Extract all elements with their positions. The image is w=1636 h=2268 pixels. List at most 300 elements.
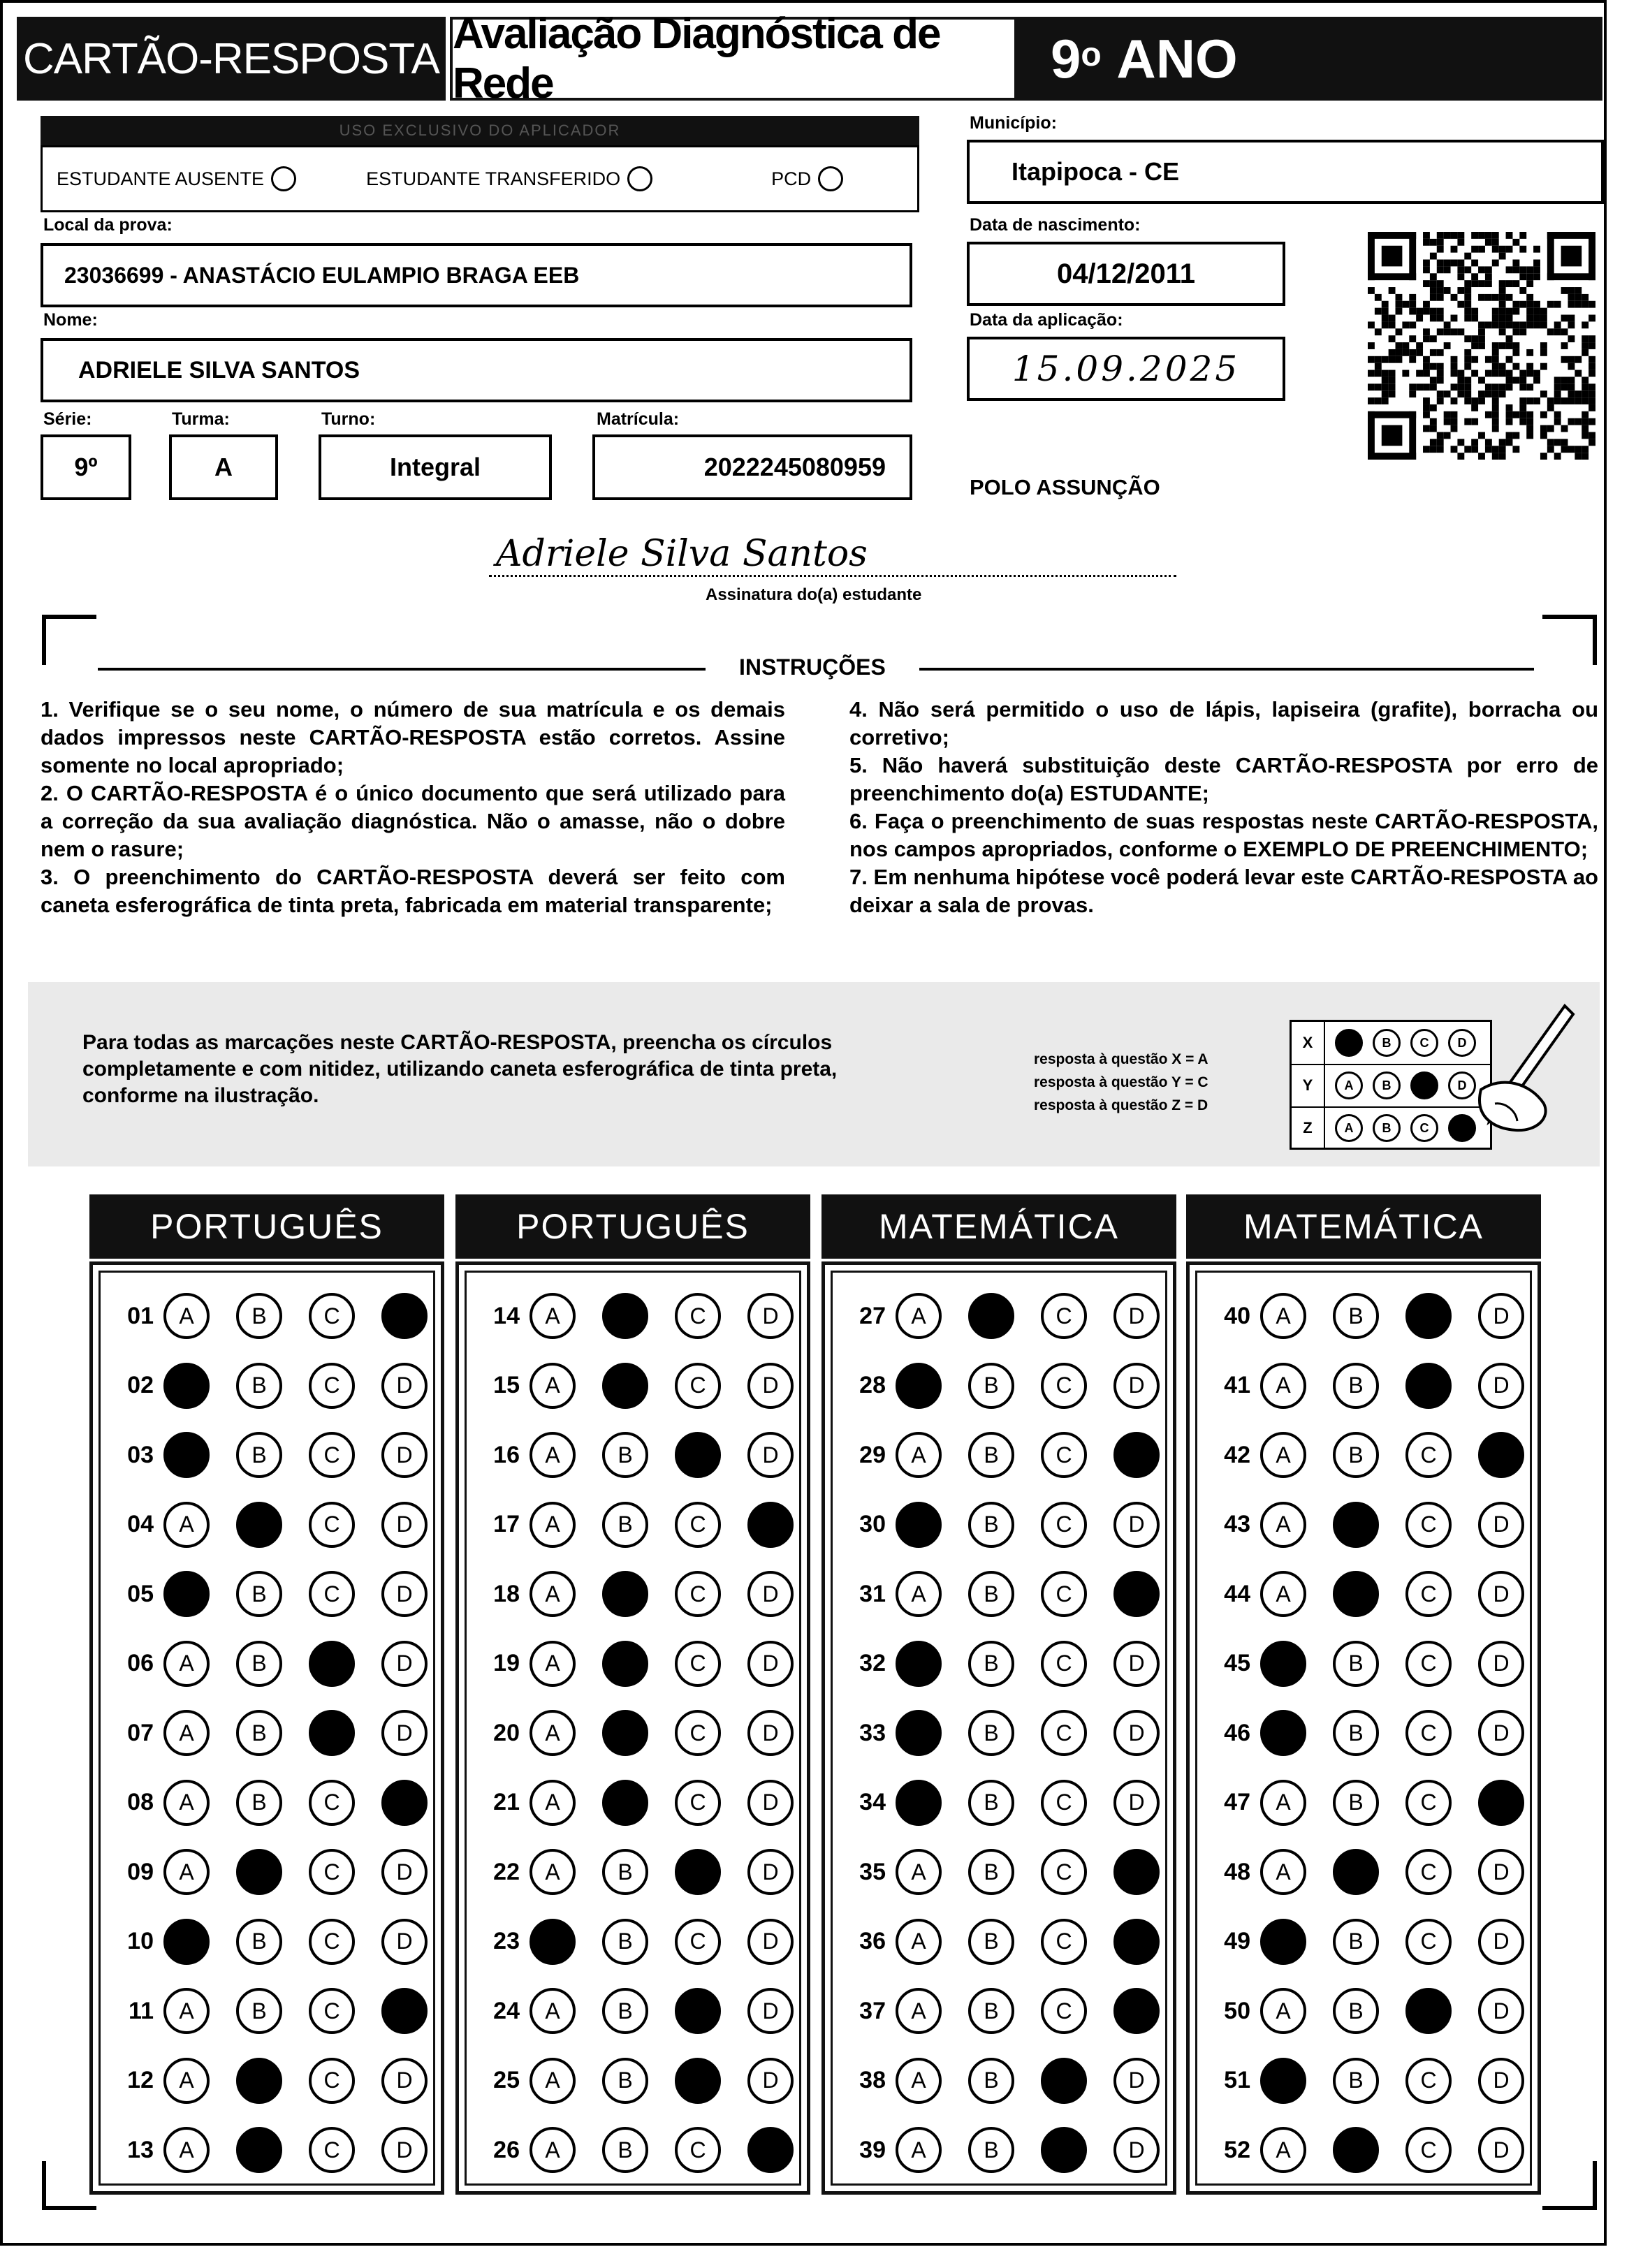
answer-bubble-d[interactable]: [747, 1363, 794, 1409]
answer-bubble-d[interactable]: [1113, 1293, 1160, 1339]
bubble-letter: B: [984, 1998, 999, 2024]
question-number: 34: [859, 1789, 886, 1815]
answer-bubble-c[interactable]: [1405, 1988, 1452, 2034]
bubble-letter: B: [618, 1512, 633, 1537]
answer-bubble-b[interactable]: [1333, 1641, 1379, 1687]
answer-bubble-b[interactable]: [1333, 1502, 1379, 1548]
answer-bubble-c[interactable]: [675, 1641, 721, 1687]
answer-bubble-a[interactable]: [529, 1780, 576, 1826]
answer-bubble-d[interactable]: [381, 1849, 428, 1895]
bubble-letter: A: [1276, 1859, 1291, 1885]
answer-bubble-d[interactable]: [381, 1432, 428, 1478]
answer-bubble-a[interactable]: [896, 1641, 942, 1687]
answer-bubble-c[interactable]: [309, 1641, 355, 1687]
answer-bubble-a[interactable]: [1260, 1502, 1306, 1548]
answer-bubble-d[interactable]: [1478, 1293, 1524, 1339]
bubble-letter: B: [1348, 1929, 1364, 1954]
answer-bubble-b[interactable]: [968, 1710, 1014, 1756]
bubble-letter: B: [251, 1581, 267, 1607]
answer-bubble-b[interactable]: [1333, 2127, 1379, 2173]
answer-bubble-d[interactable]: [1113, 1919, 1160, 1965]
answer-bubble-d[interactable]: [1113, 1432, 1160, 1478]
answer-bubble-c[interactable]: [1041, 1988, 1087, 2034]
answer-bubble-c[interactable]: [1405, 1919, 1452, 1965]
question-row: [1210, 2046, 1524, 2116]
bubble-letter: A: [1276, 2137, 1291, 2163]
answer-bubble-a[interactable]: [896, 2058, 942, 2104]
answer-bubble-c[interactable]: [1041, 1432, 1087, 1478]
question-row: [845, 1907, 1160, 1977]
corner-mark: [1542, 615, 1597, 665]
instruction-item: 5. Não haverá substituição deste CARTÃO-RESPOSTA por erro de preenchimento do(a) ESTUDANTE;: [849, 753, 1598, 805]
instruction-item: 4. Não será permitido o uso de lápis, lapiseira (grafite), borracha ou corretivo;: [849, 697, 1598, 749]
answer-bubble-c[interactable]: [309, 1780, 355, 1826]
answer-bubble-c[interactable]: [1041, 1919, 1087, 1965]
answer-bubble-c[interactable]: [1405, 1849, 1452, 1895]
answer-bubble-c[interactable]: [1041, 1363, 1087, 1409]
answer-bubble-b[interactable]: [1333, 1571, 1379, 1617]
answer-bubble-d[interactable]: [381, 1710, 428, 1756]
answer-bubble-b[interactable]: [236, 1293, 282, 1339]
answer-bubble-a[interactable]: [529, 1293, 576, 1339]
section-title: MATEMÁTICA: [1186, 1194, 1541, 1259]
answer-bubble-b[interactable]: [1333, 2058, 1379, 2104]
answer-bubble-b[interactable]: [602, 1780, 648, 1826]
answer-bubble-b[interactable]: [968, 1363, 1014, 1409]
answer-bubble-b[interactable]: [1333, 1710, 1379, 1756]
answer-bubble-b[interactable]: [236, 1780, 282, 1826]
answer-bubble-c[interactable]: [675, 2127, 721, 2173]
answer-bubble-a[interactable]: [163, 1502, 210, 1548]
answer-bubble-b[interactable]: [1333, 1780, 1379, 1826]
answer-bubble-c[interactable]: [1041, 1641, 1087, 1687]
answer-bubble-d[interactable]: [1113, 1641, 1160, 1687]
answer-bubble-d[interactable]: [747, 1641, 794, 1687]
answer-bubble-d[interactable]: [381, 2127, 428, 2173]
answer-bubble-a[interactable]: [1260, 1780, 1306, 1826]
question-row: [113, 1281, 428, 1351]
example-bubble: D: [1448, 1114, 1476, 1142]
answer-bubble-c[interactable]: [1405, 1641, 1452, 1687]
answer-bubble-c[interactable]: [1041, 1502, 1087, 1548]
answer-bubble-d[interactable]: [381, 2058, 428, 2104]
answer-bubble-d[interactable]: [747, 1710, 794, 1756]
answer-bubble-a[interactable]: [896, 1293, 942, 1339]
answer-bubble-a[interactable]: [529, 1363, 576, 1409]
bubble-letter: C: [1420, 2068, 1437, 2093]
bubble-letter: C: [689, 1651, 706, 1676]
answer-bubble-c[interactable]: [675, 1710, 721, 1756]
answer-bubble-d[interactable]: [747, 1849, 794, 1895]
answer-bubble-a[interactable]: [163, 1780, 210, 1826]
answer-bubble-d[interactable]: [747, 1780, 794, 1826]
answer-bubble-c[interactable]: [675, 1502, 721, 1548]
answer-bubble-a[interactable]: [896, 1432, 942, 1478]
answer-bubble-a[interactable]: [896, 1571, 942, 1617]
bubble-letter: A: [179, 1859, 194, 1885]
question-row: [845, 1768, 1160, 1838]
bubble-letter: A: [545, 2068, 560, 2093]
answer-bubble-d[interactable]: [381, 1293, 428, 1339]
answer-bubble-a[interactable]: [163, 1432, 210, 1478]
answer-bubble-b[interactable]: [236, 2127, 282, 2173]
bubble-letter: D: [762, 1303, 779, 1329]
question-row: [845, 1976, 1160, 2046]
answer-bubble-b[interactable]: [602, 1432, 648, 1478]
pen-hand-icon: [1453, 999, 1579, 1139]
answer-bubble-b[interactable]: [236, 1502, 282, 1548]
answer-bubble-b[interactable]: [968, 2127, 1014, 2173]
bubble-letter: C: [1056, 1929, 1072, 1954]
transferred-radio[interactable]: [627, 166, 652, 191]
answer-bubble-b[interactable]: [968, 1641, 1014, 1687]
answer-bubble-d[interactable]: [747, 1571, 794, 1617]
answer-bubble-d[interactable]: [1478, 1571, 1524, 1617]
answer-bubble-c[interactable]: [1405, 1571, 1452, 1617]
answer-bubble-a[interactable]: [529, 1502, 576, 1548]
bubble-letter: C: [1056, 1581, 1072, 1607]
answer-bubble-b[interactable]: [602, 1363, 648, 1409]
answer-bubble-c[interactable]: [309, 1710, 355, 1756]
answer-bubble-b[interactable]: [968, 1988, 1014, 2034]
question-row: [845, 2046, 1160, 2116]
answer-bubble-b[interactable]: [236, 1919, 282, 1965]
bubble-letter: C: [323, 1512, 340, 1537]
answer-bubble-d[interactable]: [1478, 2127, 1524, 2173]
bubble-letter: C: [1420, 1929, 1437, 1954]
answer-bubble-d[interactable]: [1478, 1363, 1524, 1409]
answer-bubble-c[interactable]: [309, 1502, 355, 1548]
question-row: [113, 2115, 428, 2185]
answer-bubble-d[interactable]: [1478, 1710, 1524, 1756]
bubble-letter: D: [1493, 1720, 1510, 1746]
answer-bubble-a[interactable]: [163, 2127, 210, 2173]
answer-bubble-d[interactable]: [1113, 1849, 1160, 1895]
bubble-letter: A: [179, 1512, 194, 1537]
bubble-letter: B: [251, 1998, 267, 2024]
answer-bubble-c[interactable]: [1405, 1432, 1452, 1478]
answer-bubble-a[interactable]: [1260, 1571, 1306, 1617]
example-bubble: B: [1373, 1114, 1401, 1142]
aplicacao-field: 15.09.2025: [967, 337, 1285, 401]
answer-bubble-b[interactable]: [236, 1849, 282, 1895]
answer-bubble-c[interactable]: [1405, 2058, 1452, 2104]
answer-bubble-b[interactable]: [602, 1710, 648, 1756]
answer-bubble-b[interactable]: [602, 1988, 648, 2034]
nascimento-field: 04/12/2011: [967, 242, 1285, 306]
answer-bubble-a[interactable]: [1260, 1919, 1306, 1965]
answer-bubble-d[interactable]: [381, 1363, 428, 1409]
answer-bubble-d[interactable]: [381, 1919, 428, 1965]
answer-bubble-c[interactable]: [1405, 1502, 1452, 1548]
bubble-letter: C: [323, 1859, 340, 1885]
answer-bubble-a[interactable]: [163, 1571, 210, 1617]
answer-bubble-c[interactable]: [309, 1849, 355, 1895]
answer-bubble-d[interactable]: [1478, 1849, 1524, 1895]
answer-bubble-a[interactable]: [529, 1641, 576, 1687]
answer-bubble-a[interactable]: [896, 1502, 942, 1548]
bubble-letter: A: [911, 1303, 926, 1329]
answer-bubble-b[interactable]: [602, 2127, 648, 2173]
answer-bubble-c[interactable]: [675, 1432, 721, 1478]
section-title: PORTUGUÊS: [89, 1194, 444, 1259]
answer-bubble-d[interactable]: [1113, 1571, 1160, 1617]
question-number: 39: [859, 2136, 886, 2163]
answer-bubble-b[interactable]: [968, 1849, 1014, 1895]
question-number: 41: [1224, 1372, 1250, 1398]
bubble-letter: B: [618, 1442, 633, 1468]
answer-bubble-d[interactable]: [747, 1502, 794, 1548]
question-number: 23: [493, 1928, 520, 1954]
bubble-letter: A: [1276, 1373, 1291, 1398]
turno-label: Turno:: [321, 409, 376, 429]
instruction-item: 1. Verifique se o seu nome, o número de sua matrícula e os demais dados impressos neste CARTÃO-RESPOSTA estão corretos. Assine somente no local apropriado;: [41, 697, 785, 777]
example-line: resposta à questão Y = C: [1034, 1074, 1208, 1090]
answer-bubble-a[interactable]: [1260, 1432, 1306, 1478]
question-panel-inner: [465, 1271, 801, 2186]
answer-bubble-a[interactable]: [1260, 1641, 1306, 1687]
answer-bubble-a[interactable]: [163, 1363, 210, 1409]
question-number: 35: [859, 1858, 886, 1885]
section-title: PORTUGUÊS: [455, 1194, 810, 1259]
answer-bubble-d[interactable]: [1478, 1988, 1524, 2034]
answer-bubble-d[interactable]: [381, 1780, 428, 1826]
answer-bubble-a[interactable]: [529, 2058, 576, 2104]
answer-bubble-c[interactable]: [1405, 2127, 1452, 2173]
bubble-letter: A: [545, 1998, 560, 2024]
answer-bubble-b[interactable]: [236, 1710, 282, 1756]
answer-bubble-b[interactable]: [968, 2058, 1014, 2104]
answer-bubble-b[interactable]: [602, 1919, 648, 1965]
answer-bubble-c[interactable]: [1405, 1710, 1452, 1756]
answer-bubble-a[interactable]: [896, 2127, 942, 2173]
answer-bubble-a[interactable]: [896, 1710, 942, 1756]
bubble-letter: C: [1056, 1651, 1072, 1676]
answer-bubble-a[interactable]: [163, 2058, 210, 2104]
answer-bubble-d[interactable]: [747, 1293, 794, 1339]
bubble-letter: A: [545, 2137, 560, 2163]
answer-bubble-d[interactable]: [1478, 1432, 1524, 1478]
answer-bubble-b[interactable]: [1333, 1432, 1379, 1478]
answer-bubble-c[interactable]: [1041, 2058, 1087, 2104]
bubble-letter: C: [689, 1720, 706, 1746]
answer-bubble-b[interactable]: [1333, 1293, 1379, 1339]
answer-bubble-a[interactable]: [1260, 1363, 1306, 1409]
answer-bubble-c[interactable]: [675, 1988, 721, 2034]
bubble-letter: B: [984, 1373, 999, 1398]
answer-bubble-b[interactable]: [1333, 1988, 1379, 2034]
answer-bubble-b[interactable]: [236, 1988, 282, 2034]
answer-bubble-a[interactable]: [163, 1919, 210, 1965]
answer-bubble-c[interactable]: [309, 1919, 355, 1965]
answer-bubble-c[interactable]: [1041, 1571, 1087, 1617]
answer-bubble-c[interactable]: [1405, 1293, 1452, 1339]
answer-bubble-a[interactable]: [163, 1293, 210, 1339]
answer-bubble-b[interactable]: [602, 2058, 648, 2104]
answer-bubble-d[interactable]: [1113, 1988, 1160, 2034]
answer-bubble-d[interactable]: [1113, 1710, 1160, 1756]
answer-bubble-c[interactable]: [309, 1432, 355, 1478]
answer-bubble-b[interactable]: [236, 1571, 282, 1617]
answer-bubble-a[interactable]: [1260, 2058, 1306, 2104]
answer-bubble-b[interactable]: [602, 1849, 648, 1895]
answer-bubble-d[interactable]: [747, 1432, 794, 1478]
answer-bubble-a[interactable]: [896, 1849, 942, 1895]
answer-bubble-b[interactable]: [1333, 1363, 1379, 1409]
question-number: 10: [127, 1928, 154, 1954]
answer-bubble-c[interactable]: [675, 1293, 721, 1339]
bubble-letter: D: [396, 1859, 413, 1885]
answer-bubble-d[interactable]: [1478, 1502, 1524, 1548]
answer-bubble-d[interactable]: [381, 1641, 428, 1687]
answer-bubble-d[interactable]: [747, 2127, 794, 2173]
answer-bubble-b[interactable]: [968, 1293, 1014, 1339]
answer-bubble-c[interactable]: [309, 1363, 355, 1409]
bubble-letter: D: [762, 1442, 779, 1468]
bubble-letter: C: [1420, 1442, 1437, 1468]
question-panel-inner: [831, 1271, 1167, 2186]
bubble-letter: D: [1128, 1790, 1145, 1815]
answer-bubble-a[interactable]: [1260, 1293, 1306, 1339]
answer-bubble-d[interactable]: [1113, 1502, 1160, 1548]
answer-bubble-c[interactable]: [309, 1293, 355, 1339]
bubble-letter: A: [545, 1651, 560, 1676]
answer-bubble-c[interactable]: [309, 1571, 355, 1617]
answer-bubble-a[interactable]: [529, 2127, 576, 2173]
answer-bubble-b[interactable]: [236, 1363, 282, 1409]
question-number: 28: [859, 1372, 886, 1398]
absent-radio[interactable]: [271, 166, 296, 191]
answer-bubble-d[interactable]: [1478, 1641, 1524, 1687]
answer-bubble-c[interactable]: [675, 2058, 721, 2104]
answer-bubble-c[interactable]: [675, 1849, 721, 1895]
answer-bubble-d[interactable]: [1113, 1363, 1160, 1409]
answer-bubble-b[interactable]: [968, 1432, 1014, 1478]
answer-bubble-b[interactable]: [602, 1571, 648, 1617]
answer-bubble-c[interactable]: [675, 1780, 721, 1826]
answer-bubble-c[interactable]: [675, 1919, 721, 1965]
answer-bubble-d[interactable]: [381, 1502, 428, 1548]
example-line: resposta à questão X = A: [1034, 1051, 1208, 1067]
answer-bubble-c[interactable]: [675, 1571, 721, 1617]
answer-bubble-d[interactable]: [1478, 1780, 1524, 1826]
answer-bubble-a[interactable]: [1260, 1710, 1306, 1756]
answer-bubble-d[interactable]: [1113, 2127, 1160, 2173]
answer-bubble-a[interactable]: [529, 1988, 576, 2034]
question-row: [1210, 1490, 1524, 1560]
bubble-letter: A: [911, 2068, 926, 2093]
answer-bubble-a[interactable]: [529, 1432, 576, 1478]
answer-bubble-d[interactable]: [1113, 2058, 1160, 2104]
question-row: [1210, 1351, 1524, 1421]
answer-bubble-c[interactable]: [675, 1363, 721, 1409]
bubble-letter: B: [1348, 1303, 1364, 1329]
example-bubble: C: [1410, 1071, 1438, 1099]
answer-bubble-c[interactable]: [309, 2058, 355, 2104]
bubble-letter: B: [618, 1859, 633, 1885]
answer-bubble-a[interactable]: [1260, 2127, 1306, 2173]
answer-bubble-a[interactable]: [529, 1919, 576, 1965]
answer-bubble-a[interactable]: [529, 1710, 576, 1756]
answer-bubble-a[interactable]: [896, 1363, 942, 1409]
question-row: [113, 1768, 428, 1838]
answer-bubble-c[interactable]: [1041, 1710, 1087, 1756]
question-row: [479, 1490, 794, 1560]
answer-bubble-b[interactable]: [968, 1780, 1014, 1826]
bubble-letter: A: [545, 1303, 560, 1329]
answer-bubble-c[interactable]: [1041, 1849, 1087, 1895]
answer-bubble-a[interactable]: [896, 1919, 942, 1965]
answer-bubble-a[interactable]: [163, 1988, 210, 2034]
answer-bubble-d[interactable]: [1478, 2058, 1524, 2104]
answer-bubble-a[interactable]: [163, 1849, 210, 1895]
answer-bubble-b[interactable]: [1333, 1919, 1379, 1965]
answer-bubble-c[interactable]: [309, 2127, 355, 2173]
answer-bubble-d[interactable]: [381, 1988, 428, 2034]
answer-bubble-d[interactable]: [747, 1988, 794, 2034]
answer-bubble-d[interactable]: [1478, 1919, 1524, 1965]
turno-field: Integral: [319, 434, 552, 500]
pcd-radio[interactable]: [818, 166, 843, 191]
answer-bubble-a[interactable]: [896, 1780, 942, 1826]
answer-bubble-d[interactable]: [1113, 1780, 1160, 1826]
answer-bubble-a[interactable]: [1260, 1849, 1306, 1895]
answer-bubble-a[interactable]: [529, 1849, 576, 1895]
instruction-item: 3. O preenchimento do CARTÃO-RESPOSTA deverá ser feito com caneta esferográfica de tinta preta, fabricada em material transparente;: [41, 865, 785, 917]
answer-bubble-b[interactable]: [602, 1502, 648, 1548]
bubble-letter: A: [1276, 1303, 1291, 1329]
question-row: [479, 1559, 794, 1629]
question-number: 48: [1224, 1858, 1250, 1885]
bubble-letter: A: [911, 1929, 926, 1954]
answer-bubble-b[interactable]: [236, 1432, 282, 1478]
answer-bubble-c[interactable]: [1405, 1363, 1452, 1409]
answer-bubble-a[interactable]: [529, 1571, 576, 1617]
bubble-letter: C: [323, 1790, 340, 1815]
answer-bubble-a[interactable]: [163, 1710, 210, 1756]
answer-bubble-d[interactable]: [747, 1919, 794, 1965]
bubble-letter: C: [323, 1373, 340, 1398]
instruction-item: 7. Em nenhuma hipótese você poderá levar este CARTÃO-RESPOSTA ao deixar a sala de provas.: [849, 865, 1598, 917]
example-bubble: B: [1373, 1071, 1401, 1099]
answer-bubble-c[interactable]: [1405, 1780, 1452, 1826]
question-row: [845, 1281, 1160, 1351]
answer-bubble-b[interactable]: [968, 1571, 1014, 1617]
answer-bubble-b[interactable]: [602, 1293, 648, 1339]
answer-bubble-a[interactable]: [896, 1988, 942, 2034]
answer-bubble-b[interactable]: [968, 1919, 1014, 1965]
question-number: 45: [1224, 1650, 1250, 1676]
answer-bubble-a[interactable]: [163, 1641, 210, 1687]
bubble-letter: C: [323, 1929, 340, 1954]
answer-bubble-b[interactable]: [236, 2058, 282, 2104]
answer-bubble-c[interactable]: [1041, 1780, 1087, 1826]
answer-bubble-d[interactable]: [747, 2058, 794, 2104]
answer-bubble-b[interactable]: [236, 1641, 282, 1687]
answer-bubble-a[interactable]: [1260, 1988, 1306, 2034]
answer-bubble-b[interactable]: [968, 1502, 1014, 1548]
bubble-letter: D: [1493, 1512, 1510, 1537]
answer-bubble-b[interactable]: [1333, 1849, 1379, 1895]
answer-bubble-b[interactable]: [602, 1641, 648, 1687]
name-field: ADRIELE SILVA SANTOS: [41, 338, 912, 402]
answer-bubble-c[interactable]: [309, 1988, 355, 2034]
answer-bubble-c[interactable]: [1041, 2127, 1087, 2173]
question-row: [113, 1698, 428, 1768]
answer-bubble-d[interactable]: [381, 1571, 428, 1617]
answer-bubble-c[interactable]: [1041, 1293, 1087, 1339]
example-bubble: C: [1410, 1114, 1438, 1142]
